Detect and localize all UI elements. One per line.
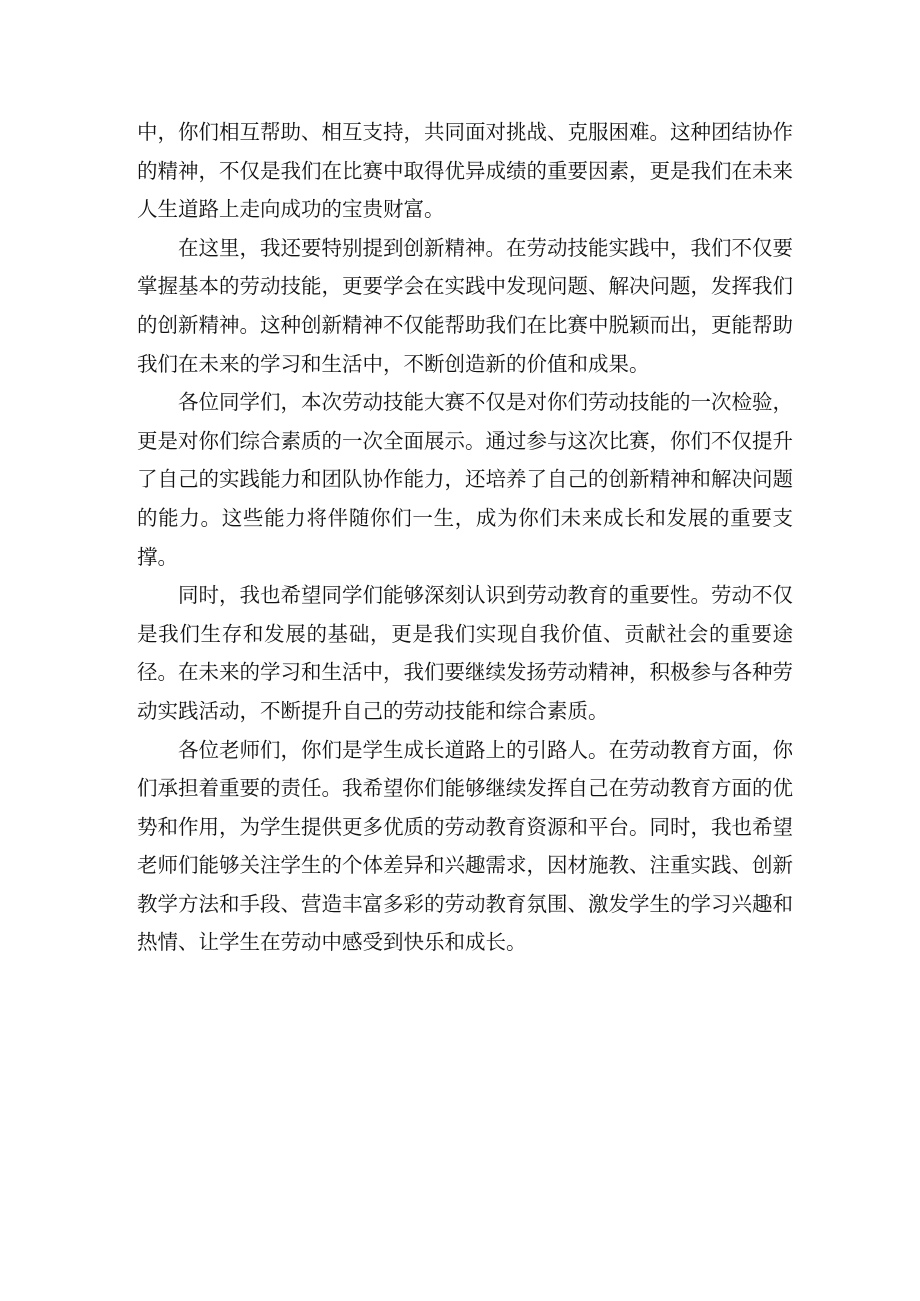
paragraph: 同时，我也希望同学们能够深刻认识到劳动教育的重要性。劳动不仅是我们生存和发展的基础，更是我们实现自我价值、贡献社会的重要途径。在未来的学习和生活中，我们要继续发扬劳动精神，积极参与各种劳动实践活动，不断提升自己的劳动技能和综合素质。 xyxy=(137,583,793,723)
paragraph: 各位同学们，本次劳动技能大赛不仅是对你们劳动技能的一次检验，更是对你们综合素质的一次全面展示。通过参与这次比赛，你们不仅提升了自己的实践能力和团队协作能力，还培养了自己的创新精神和解决问题的能力。这些能力将伴随你们一生，成为你们未来成长和发展的重要支撑。 xyxy=(137,390,793,569)
paragraph: 中，你们相互帮助、相互支持，共同面对挑战、克服困难。这种团结协作的精神，不仅是我们在比赛中取得优异成绩的重要因素，更是我们在未来人生道路上走向成功的宝贵财富。 xyxy=(137,120,793,222)
paragraph: 各位老师们，你们是学生成长道路上的引路人。在劳动教育方面，你们承担着重要的责任。我希望你们能够继续发挥自己在劳动教育方面的优势和作用，为学生提供更多优质的劳动教育资源和平台。同时，我也希望老师们能够关注学生的个体差异和兴趣需求，因材施教、注重实践、创新教学方法和手段、营造丰富多彩的劳动教育氛围、激发学生的学习兴趣和热情、让学生在劳动中感受到快乐和成长。 xyxy=(137,737,793,955)
document-body xyxy=(137,113,793,962)
paragraph: 在这里，我还要特别提到创新精神。在劳动技能实践中，我们不仅要掌握基本的劳动技能，更要学会在实践中发现问题、解决问题，发挥我们的创新精神。这种创新精神不仅能帮助我们在比赛中脱颖而出，更能帮助我们在未来的学习和生活中，不断创造新的价值和成果。 xyxy=(137,235,793,376)
